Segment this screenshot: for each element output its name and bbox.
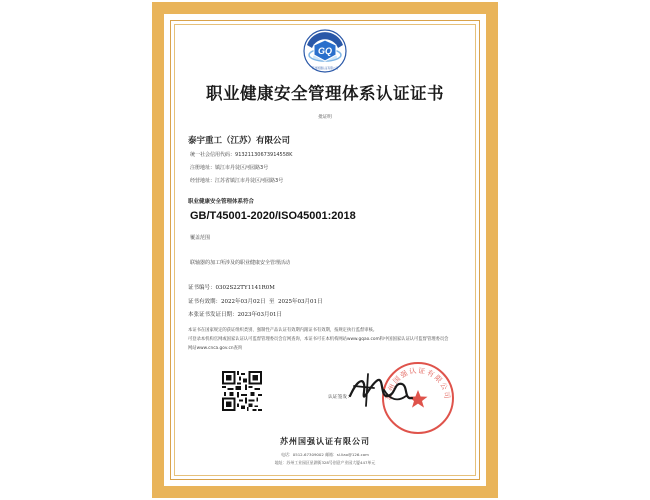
validity-from: 2022年03月02日 — [221, 299, 266, 305]
issue-date-value: 2023年03月01日 — [237, 312, 283, 318]
certificate-title: 职业健康安全管理体系认证证书 — [206, 84, 444, 103]
signature-icon — [344, 366, 416, 414]
business-address-row — [190, 177, 283, 184]
business-address-value: 江苏省镇江市丹徒区河园路3号 — [215, 178, 284, 184]
credit-code-row — [190, 151, 292, 158]
logo-ring-text: 苏州国强认证有限公司 — [312, 67, 338, 70]
validity-row — [188, 297, 323, 305]
certificate-note — [188, 326, 464, 353]
seal-text: 苏州国强认证有限公司 — [384, 366, 452, 401]
certificate-number-value: 0302S22TY1141R0M — [215, 285, 275, 291]
note-line-1: 本证书在国家规定的获证组织类别、强制性产品认证有效期内跟证书有效期，按规定执行监督审核。 — [188, 328, 378, 333]
footer-address: 地址：苏州工业园区星湖街328号创意产业园大厦447单元 — [274, 460, 376, 465]
validity-label: 证书有效期： — [188, 299, 222, 305]
note-line-3: 网站www.cnca.gov.cn查询 — [188, 346, 243, 351]
note-line-2: 可登录本机构官网或国家认证认可监督管理委员会官网查询，本证书可在本机构网站www.gqao.com和中国国家认证认可监督管理委员会 — [188, 337, 449, 342]
signature-label: 认证签发： — [328, 395, 352, 400]
standard-code: GB/T45001-2020/ISO45001:2018 — [190, 210, 356, 222]
certificate-number-label: 证书编号： — [188, 285, 216, 291]
registered-address-label: 注册地址： — [190, 165, 216, 171]
logo-text: GQ — [317, 46, 333, 56]
business-address-label: 经营地址： — [190, 178, 216, 184]
scope-label: 覆盖范围 — [190, 235, 211, 241]
qr-code-icon — [222, 371, 262, 411]
registered-address-row — [190, 164, 268, 171]
validity-to-word: 至 — [269, 299, 275, 305]
issue-date-label: 本张证书发证日期： — [188, 312, 238, 318]
validity-to: 2025年03月01日 — [278, 299, 323, 305]
issue-date-row — [188, 310, 282, 318]
registered-address-value: 镇江市丹徒区河园路3号 — [215, 165, 269, 171]
conformity-statement: 职业健康安全管理体系符合 — [188, 199, 255, 205]
certificate-number-row — [188, 283, 275, 291]
scope-text: 联轴器的加工所涉及的职业健康安全管理活动 — [190, 260, 291, 266]
footer-contact: 电话：0512-67309002 邮箱：sl.liao@126.com — [281, 452, 369, 457]
certification-logo-icon — [302, 28, 348, 74]
credit-code-value: 91321130673914558K — [235, 152, 293, 158]
issuer-name: 苏州国强认证有限公司 — [280, 436, 370, 446]
certificate-label: 批证明 — [318, 115, 332, 120]
credit-code-label: 统一社会信用代码： — [190, 152, 236, 158]
company-name: 泰宇重工（江苏）有限公司 — [188, 136, 291, 146]
